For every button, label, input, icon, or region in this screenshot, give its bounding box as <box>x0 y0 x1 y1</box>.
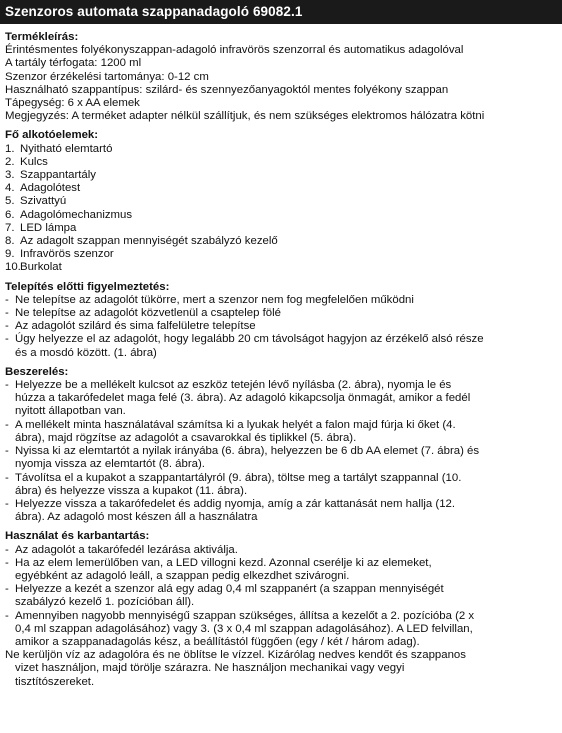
component-item <box>5 143 558 156</box>
component-label: Nyitható elemtartó <box>20 142 113 155</box>
bullet-text <box>15 472 558 498</box>
usage-item <box>5 583 558 609</box>
bullet-dash: - <box>5 471 9 484</box>
description-line: A tartály térfogata: 1200 ml <box>5 57 142 70</box>
section-title-usage: Használat és karbantartás: <box>5 530 150 543</box>
bullet-line: Nyissa ki az elemtartót a nyilak irányába (6. ábra), helyezzen be 6 db AA elemet (7. ábra) és <box>15 445 480 458</box>
document-title: Szenzoros automata szappanadagoló 69082.1 <box>0 0 562 24</box>
bullet-line: amikor a szappanadagolás kész, a beállítástól függően (egy / két / három adag). <box>15 635 420 648</box>
bullet-dash: - <box>5 379 9 392</box>
component-number: 3. <box>5 169 15 182</box>
component-label: Adagolótest <box>20 182 81 195</box>
description-line: Szenzor érzékelési tartománya: 0-12 cm <box>5 70 209 83</box>
bullet-line: Amennyiben nagyobb mennyiségű szappan szükséges, állítsa a kezelőt a 2. pozícióba (2 x <box>15 609 475 622</box>
bullet-text <box>15 583 558 609</box>
component-number: 2. <box>5 155 15 168</box>
component-label: Adagolómechanizmus <box>20 208 133 221</box>
bullet-text <box>15 294 558 307</box>
component-number: 7. <box>5 221 15 234</box>
installation-step <box>5 472 558 498</box>
usage-closing-paragraph <box>5 649 558 689</box>
component-number: 8. <box>5 235 15 248</box>
usage-list <box>5 544 558 650</box>
bullet-dash: - <box>5 445 9 458</box>
bullet-text <box>15 307 558 320</box>
bullet-text <box>15 498 558 524</box>
component-number: 9. <box>5 248 15 261</box>
section-title-installation: Beszerelés: <box>5 365 69 378</box>
bullet-text <box>15 379 558 419</box>
description-line: Használható szappantípus: szilárd- és szennyezőanyagoktól mentes folyékony szappan <box>5 83 449 96</box>
component-label: LED lámpa <box>20 221 77 234</box>
installation-step <box>5 379 558 419</box>
usage-item <box>5 557 558 583</box>
bullet-line: ábra). Az adagoló most készen áll a használatra <box>15 511 258 524</box>
bullet-text <box>15 419 558 445</box>
components-list <box>5 143 558 275</box>
component-number: 6. <box>5 208 15 221</box>
bullet-dash: - <box>5 418 9 431</box>
component-item <box>5 248 558 261</box>
component-label: Infravörös szenzor <box>20 248 114 261</box>
bullet-line: Távolítsa el a kupakot a szappantartályról (9. ábra), töltse meg a tartályt szappannal (10. <box>15 471 462 484</box>
component-item <box>5 261 558 274</box>
component-label: Szivattyú <box>20 195 67 208</box>
component-item <box>5 209 558 222</box>
bullet-dash: - <box>5 556 9 569</box>
bullet-text <box>15 610 558 650</box>
installation-step <box>5 445 558 471</box>
bullet-line: A mellékelt minta használatával számítsa ki a lyukak helyét a falon majd fúrja ki őket (4. <box>15 418 456 431</box>
bullet-line: ábra) és helyezze vissza a kupakot (11. ábra). <box>15 484 248 497</box>
component-item <box>5 195 558 208</box>
installation-list <box>5 379 558 524</box>
section-title-description: Termékleírás: <box>5 31 79 43</box>
component-number: 10. <box>5 261 21 274</box>
bullet-line: Helyezze a kezét a szenzor alá egy adag 0,4 ml szappanért (a szappan mennyiségét <box>15 583 444 596</box>
bullet-dash: - <box>5 307 9 320</box>
installation-step <box>5 498 558 524</box>
bullet-line: Az adagolót a takarófedél lezárása aktiválja. <box>15 543 238 556</box>
section-title-warnings: Telepítés előtti figyelmeztetés: <box>5 280 170 293</box>
component-number: 1. <box>5 142 15 155</box>
component-item <box>5 169 558 182</box>
description-line: Érintésmentes folyékonyszappan-adagoló infravörös szenzorral és automatikus adagolóval <box>5 44 464 57</box>
bullet-text <box>15 445 558 471</box>
component-number: 5. <box>5 195 15 208</box>
bullet-line: Helyezze be a mellékelt kulcsot az eszköz tetején lévő nyílásba (2. ábra), nyomja le és <box>15 379 452 392</box>
bullet-line: Ha az elem lemerülőben van, a LED villogni kezd. Azonnal cserélje ki az elemeket, <box>15 556 432 569</box>
component-label: Kulcs <box>20 155 48 168</box>
description-block <box>5 44 558 123</box>
bullet-line: nyitott állapotban van. <box>15 405 126 418</box>
warning-item <box>5 294 558 307</box>
bullet-line: Ne telepítse az adagolót közvetlenül a csaptelep fölé <box>15 307 281 320</box>
bullet-line: szabályzó kezelő 1. pozícióban áll). <box>15 596 195 609</box>
bullet-dash: - <box>5 609 9 622</box>
bullet-line: és a mosdó között. (1. ábra) <box>15 346 157 359</box>
section-title-components: Fő alkotóelemek: <box>5 129 99 142</box>
usage-item <box>5 610 558 650</box>
bullet-dash: - <box>5 497 9 510</box>
bullet-dash: - <box>5 543 9 556</box>
bullet-line: Ne telepítse az adagolót tükörre, mert a szenzor nem fog megfelelően működni <box>15 293 414 306</box>
component-label: Burkolat <box>20 261 62 274</box>
component-label: Szappantartály <box>20 169 96 182</box>
closing-line: Ne kerüljön víz az adagolóra és ne öblítse le vízzel. Kizárólag nedves kendőt és szappanos <box>5 649 466 662</box>
component-item <box>5 235 558 248</box>
usage-item <box>5 544 558 557</box>
bullet-text <box>15 320 558 333</box>
installation-step <box>5 419 558 445</box>
document-body <box>0 31 562 689</box>
closing-line: vizet használjon, majd törölje szárazra. Ne használjon mechanikai vagy vegyi <box>15 662 405 675</box>
bullet-line: Úgy helyezze el az adagolót, hogy legalább 20 cm távolságot hagyjon az érzékelő alsó része <box>15 333 484 346</box>
bullet-line: Az adagolót szilárd és sima falfelületre telepítse <box>15 320 256 333</box>
warning-item <box>5 307 558 320</box>
bullet-line: húzza a takarófedelet maga felé (3. ábra). Az adagoló kikapcsolja önmagát, amikor a fedél <box>15 392 471 405</box>
warning-item <box>5 320 558 333</box>
component-number: 4. <box>5 182 15 195</box>
component-label: Az adagolt szappan mennyiségét szabályzó kezelő <box>20 235 278 248</box>
bullet-text <box>15 333 558 359</box>
component-item <box>5 156 558 169</box>
bullet-text <box>15 557 558 583</box>
warning-item <box>5 333 558 359</box>
bullet-line: nyomja vissza az elemtartót (8. ábra). <box>15 458 205 471</box>
bullet-dash: - <box>5 583 9 596</box>
warnings-list <box>5 294 558 360</box>
bullet-line: Helyezze vissza a takarófedelet és addig nyomja, amíg a zár kattanását nem hallja (12. <box>15 497 456 510</box>
bullet-dash: - <box>5 320 9 333</box>
description-line: Megjegyzés: A terméket adapter nélkül szállítjuk, és nem szükséges elektromos hálózatra kötni <box>5 110 485 123</box>
bullet-line: egyébként az adagoló leáll, a szappan pedig elkezdhet szivárogni. <box>15 569 350 582</box>
bullet-line: 0,4 ml szappan adagolásához) vagy 3. (3 x 0,4 ml szappan adagolásához). A LED felvillan, <box>15 622 473 635</box>
bullet-dash: - <box>5 293 9 306</box>
component-item <box>5 222 558 235</box>
bullet-line: ábra), majd rögzítse az adagolót a csavarokkal és tiplikkel (5. ábra). <box>15 431 357 444</box>
component-item <box>5 182 558 195</box>
description-line: Tápegység: 6 x AA elemek <box>5 97 140 110</box>
bullet-text <box>15 544 558 557</box>
bullet-dash: - <box>5 333 9 346</box>
closing-line: tisztítószereket. <box>15 675 95 688</box>
